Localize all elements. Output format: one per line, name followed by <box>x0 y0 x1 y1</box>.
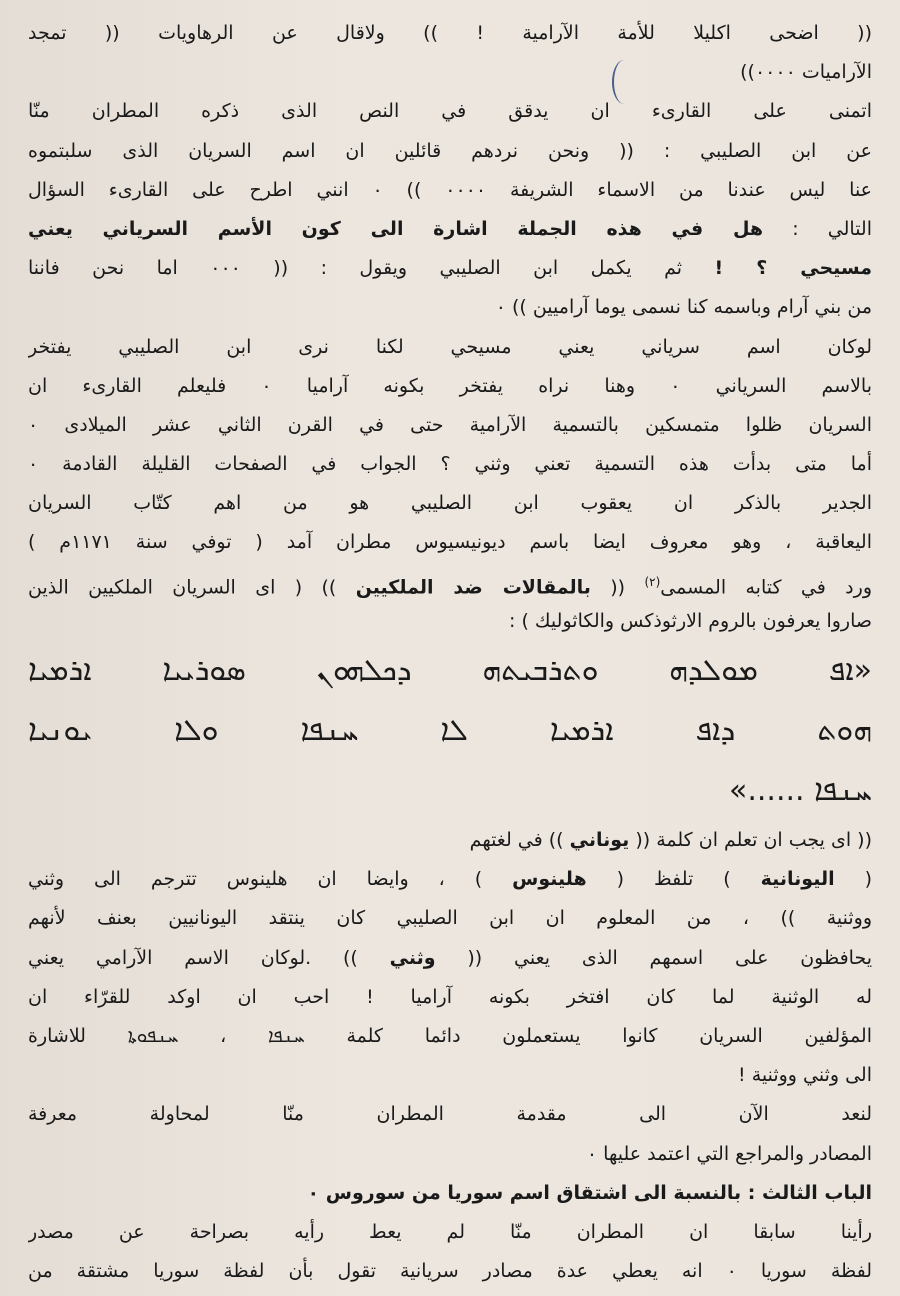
text-line: (( اى يجب ان تعلم ان كلمة (( يوناني )) في لغتهم <box>469 829 872 851</box>
syriac-quote-line: ܗܘܬ ܕܐܦ ܐܪܡܝܐ ܠܐ ܚܢܦܐ ܘܠܐ ܝܘܢܝܐ <box>28 713 872 748</box>
text-line: المصادر والمراجع التي اعتمد عليها ٠ <box>586 1142 872 1165</box>
text-line: المؤلفين السريان كانوا يستعملون دائما كلمة ܚܢܦܐ ، ܚܢܦܘܬܐ للاشارة <box>28 1024 872 1047</box>
text-line: مسيحي ؟ ! ثم يكمل ابن الصليبي ويقول : (( ٠٠٠ اما نحن فاننا <box>28 257 872 280</box>
text-line: الآراميات ٠٠٠٠)) <box>740 61 872 84</box>
text-line: ( اليونانية ) تلفظ ( هلينوس ) ، وايضا ان هلينوس تترجم الى وثني <box>28 868 872 891</box>
text-line: رأينا سابقا ان المطران منّا لم يعط رأيه بصراحة عن مصدر <box>28 1220 872 1243</box>
text-line: السريان ظلوا متمسكين بالتسمية الآرامية حتى في القرن الثاني عشر الميلادى ٠ <box>28 413 872 436</box>
text-line: ورد في كتابه المسمى$^{(٢)}$ (( بالمقالات ضد الملكيين )) ( اى السريان الملكيين الذين <box>28 574 872 598</box>
text-line: ووثنية )) ، من المعلوم ان ابن الصليبي كان ينتقد اليونانيين بعنف لأنهم <box>28 907 872 930</box>
text-line: يحافظون على اسمهم الذى يعني (( وثني )) .لوكان الاسم الآرامي يعني <box>28 946 872 969</box>
chapter-heading: الباب الثالث : بالنسبة الى اشتقاق اسم سوريا من سوروس ٠ <box>307 1181 872 1204</box>
text-line: عنا ليس عندنا من الاسماء الشريفة ٠٠٠٠ )) ٠ انني اطرح على القارىء السؤال <box>28 178 872 201</box>
text-line: أما متى بدأت هذه التسمية تعني وثني ؟ الجواب في الصفحات القليلة القادمة ٠ <box>28 453 872 476</box>
text-line: عن ابن الصليبي : (( ونحن نردهم قائلين ان اسم السريان الذى سلبتموه <box>28 139 872 162</box>
text-line: الى وثني ووثنية ! <box>738 1064 872 1087</box>
text-line: الجدير بالذكر ان يعقوب ابن الصليبي هو من اهم كتّاب السريان <box>28 492 872 515</box>
text-line: لنعد الآن الى مقدمة المطران منّا لمحاولة معرفة <box>28 1103 872 1126</box>
syriac-quote-line: «ܐܦ ܡܘܠܕܗ ܘܬܪܒܝܬܗ ܕܟܠܗܘܢ ܣܘܪܝܝܐ ܐܪܡܝܐ <box>28 653 872 688</box>
text-line: (( اضحى اكليلا للأمة الآرامية ! )) ولاقال عن الرهاويات (( تمجد <box>28 22 872 44</box>
text-line: لفظة سوريا ٠ انه يعطي عدة مصادر سريانية تقول بأن لفظة سوريا مشتقة من <box>28 1260 872 1283</box>
body-text <box>28 14 872 1291</box>
text-line: من بني آرام وباسمه كنا نسمى يوما آراميين )) ٠ <box>495 296 872 319</box>
text-line: اليعاقبة ، وهو معروف ايضا باسم ديونيسيوس مطران آمد ( توفي سنة ١١٧١م ) <box>28 531 872 554</box>
text-line: له الوثنية لما كان افتخر بكونه آراميا ! احب ان اوكد للقرّاء ان <box>28 985 872 1008</box>
text-line: التالي : هل في هذه الجملة اشارة الى كون الأسم السرياني يعني <box>28 217 872 240</box>
footnote-marker: (٢) <box>644 574 661 589</box>
text-line: لوكان اسم سرياني يعني مسيحي لكنا نرى ابن الصليبي يفتخر <box>28 335 872 358</box>
text-line: اتمنى على القارىء ان يدقق في النص الذى ذكره المطران منّا <box>28 100 872 123</box>
syriac-quote-line: ܚܢܦܐ ......» <box>728 773 872 808</box>
text-line: صاروا يعرفون بالروم الارثوذكس والكاثوليك ) : <box>509 609 872 632</box>
text-line: بالاسم السرياني ٠ وهنا نراه يفتخر بكونه آراميا ٠ فليعلم القارىء ان <box>28 374 872 397</box>
